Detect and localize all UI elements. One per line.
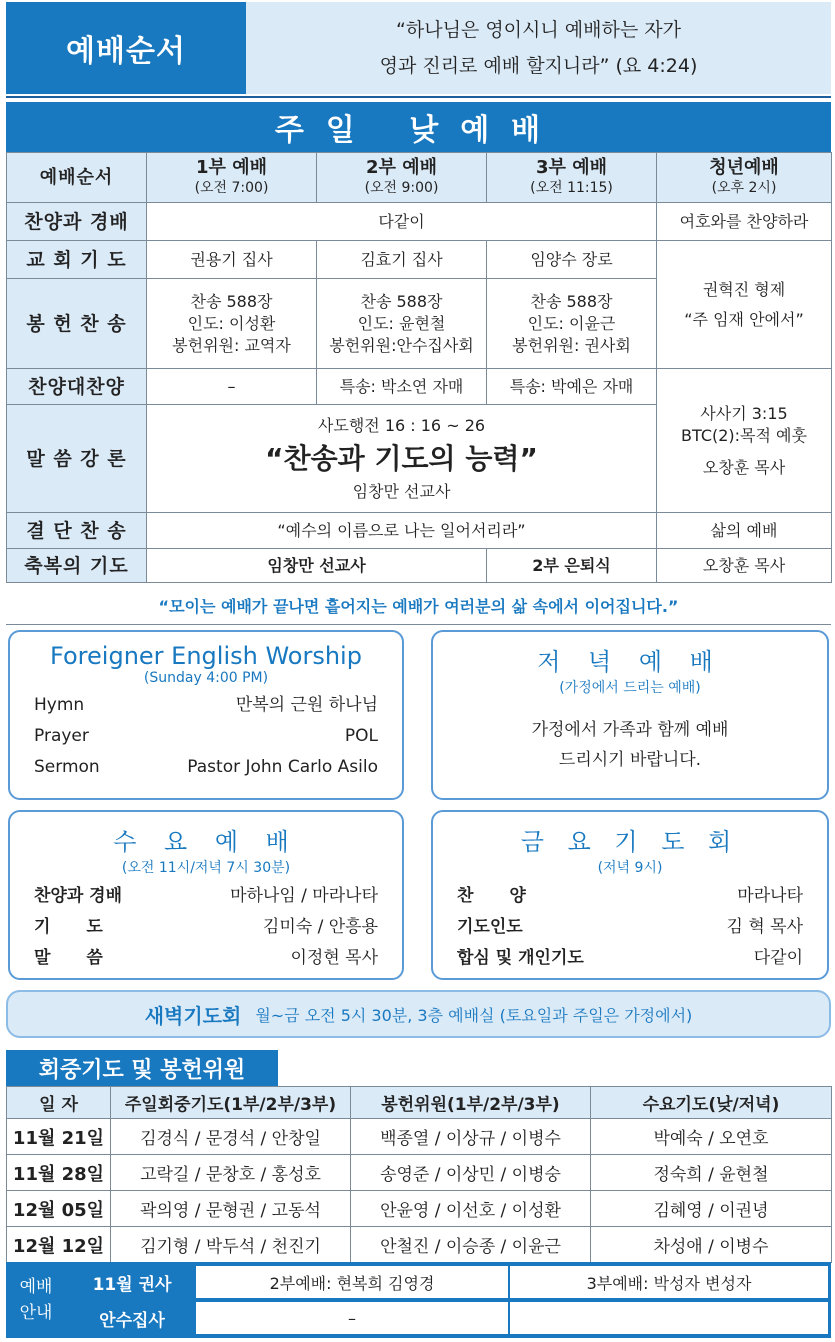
dawn-prayer-title: 새벽기도회 bbox=[144, 1003, 242, 1028]
english-worship-title: Foreigner English Worship bbox=[50, 642, 362, 670]
guide-row1-service2: 2부예배: 현복희 김영경 bbox=[196, 1266, 508, 1298]
youth-sermon: 사사기 3:15 BTC(2):목적 예훗 오창훈 목사 bbox=[657, 369, 832, 513]
guide-row1-label: 11월 권사 bbox=[70, 1266, 194, 1298]
dawn-prayer-banner bbox=[6, 990, 831, 1038]
col-service-2: 2부 예배 (오전 9:00) bbox=[317, 153, 487, 203]
slogan: “모이는 예배가 끝나면 흩어지는 예배가 여러분의 삶 속에서 이어집니다.” bbox=[158, 597, 679, 616]
guide-row1-service3: 3부예배: 박성자 변성자 bbox=[510, 1266, 828, 1298]
wednesday-worship-time: (오전 11시/저녁 7시 30분) bbox=[121, 860, 291, 876]
guide-row2-label: 안수집사 bbox=[70, 1302, 194, 1334]
row-sermon: 말 씀 강 론 사도행전 16 : 16 ~ 26 “찬송과 기도의 능력” 임창만 선교사 bbox=[7, 405, 832, 513]
col-order: 예배순서 bbox=[7, 153, 147, 203]
verse-line-1: “하나님은 영이시니 예배하는 자가 bbox=[396, 19, 681, 41]
list-item: 말 씀 이정현 목사 bbox=[34, 948, 378, 968]
list-item: Prayer POL bbox=[34, 726, 378, 746]
list-item: Sermon Pastor John Carlo Asilo bbox=[34, 757, 378, 777]
sunday-worship-title: 주일 낮예배 bbox=[6, 102, 831, 152]
worship-guide-label: 예배 안내 bbox=[19, 1277, 53, 1323]
row-offering: 봉 헌 찬 송 찬송 588장 인도: 이성환 봉헌위원: 교역자 찬송 588장 인도: 윤현철 봉헌위원:안수집사회 찬송 588장 인도: 이윤근 봉헌위원: 권사회 bbox=[7, 279, 832, 369]
sermon-cell bbox=[147, 405, 657, 513]
row-choir: 찬양대찬양 – 특송: 박소연 자매 특송: 박예은 자매 사사기 3:15 BTC(2):목적 예훗 오창훈 목사 bbox=[7, 369, 832, 405]
list-item: 기도인도 김 혁 목사 bbox=[457, 917, 803, 937]
roster-title: 회중기도 및 봉헌위원 bbox=[6, 1050, 278, 1086]
table-row: 11월 28일 고락길 / 문창호 / 홍성호 송영준 / 이상민 / 이병숭 정숙희 / 윤현철 bbox=[7, 1155, 832, 1191]
table-row: 11월 21일 김경식 / 문경석 / 안창일 백종열 / 이상규 / 이병수 박예숙 / 오연호 bbox=[7, 1119, 832, 1155]
row-praise: 찬양과 경배 다같이 여호와를 찬양하라 bbox=[7, 203, 832, 241]
row-blessing: 축복의 기도 임창만 선교사 2부 은퇴식 오창훈 목사 bbox=[7, 549, 832, 583]
verse-line-2: 영과 진리로 예배 할지니라” (요 4:24) bbox=[379, 55, 698, 77]
wednesday-worship-box bbox=[8, 810, 404, 980]
page-title: 예배순서 bbox=[6, 2, 246, 94]
row-prayer: 교 회 기 도 권용기 집사 김효기 집사 임양수 장로 권혁진 형제 “주 임재 안에서” bbox=[7, 241, 832, 279]
sermon-scripture: 사도행전 16 : 16 ~ 26 bbox=[317, 415, 486, 435]
sermon-title: “찬송과 기도의 능력” bbox=[265, 441, 538, 475]
list-item: Hymn 만복의 근원 하나님 bbox=[34, 695, 378, 715]
list-item: 기 도 김미숙 / 안흥용 bbox=[34, 917, 378, 937]
english-worship-box bbox=[8, 630, 404, 800]
divider bbox=[6, 624, 831, 625]
guide-row2-service3 bbox=[510, 1302, 828, 1334]
list-item: 찬 양 마라나타 bbox=[457, 886, 803, 906]
friday-prayer-time: (저녁 9시) bbox=[597, 860, 663, 876]
dawn-prayer-text: 월~금 오전 5시 30분, 3층 예배실 (토요일과 주일은 가정에서) bbox=[255, 1005, 693, 1025]
table-row: 12월 12일 김기형 / 박두석 / 천진기 안철진 / 이승종 / 이윤근 차성애 / 이병수 bbox=[7, 1227, 832, 1263]
list-item: 찬양과 경배 마하나임 / 마라나타 bbox=[34, 886, 378, 906]
wednesday-worship-title: 수 요 예 배 bbox=[113, 828, 299, 856]
sermon-preacher: 임창만 선교사 bbox=[352, 481, 451, 501]
table-header-row bbox=[7, 153, 832, 203]
evening-worship-subtitle: (가정에서 드리는 예배) bbox=[559, 680, 701, 696]
divider bbox=[6, 96, 831, 98]
friday-prayer-title: 금 요 기 도 회 bbox=[520, 828, 740, 856]
row-decision: 결 단 찬 송 “예수의 이름으로 나는 일어서리라” 삶의 예배 bbox=[7, 513, 832, 549]
col-service-3: 3부 예배 (오전 11:15) bbox=[487, 153, 657, 203]
english-worship-time: (Sunday 4:00 PM) bbox=[143, 670, 269, 686]
sunday-order-table bbox=[6, 152, 832, 583]
evening-worship-title: 저 녁 예 배 bbox=[537, 648, 723, 676]
evening-worship-box: 저 녁 예 배 (가정에서 드리는 예배) 가정에서 가족과 함께 예배 드리시기 바랍니다. bbox=[431, 630, 829, 800]
col-youth: 청년예배 (오후 2시) bbox=[657, 153, 832, 203]
youth-offering: 권혁진 형제 “주 임재 안에서” bbox=[657, 241, 832, 369]
list-item: 합심 및 개인기도 다같이 bbox=[457, 948, 803, 968]
friday-prayer-box bbox=[431, 810, 829, 980]
header-verse bbox=[246, 2, 831, 94]
guide-row2-service2: – bbox=[196, 1302, 508, 1334]
roster-table bbox=[6, 1086, 832, 1263]
table-row: 12월 05일 곽의영 / 문형권 / 고동석 안윤영 / 이선호 / 이성환 김혜영 / 이권녕 bbox=[7, 1191, 832, 1227]
col-service-1: 1부 예배 (오전 7:00) bbox=[147, 153, 317, 203]
table-header-row: 일 자 주일회중기도(1부/2부/3부) 봉헌위원(1부/2부/3부) 수요기도(낮/저녁) bbox=[7, 1087, 832, 1119]
